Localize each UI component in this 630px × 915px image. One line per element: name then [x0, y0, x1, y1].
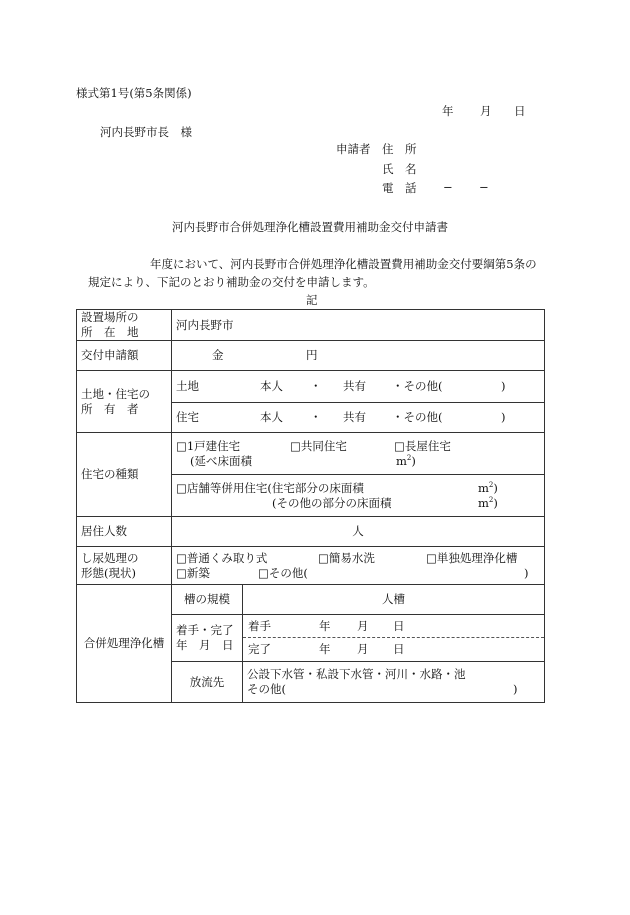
toilet-opt-new[interactable]: □新築 [176, 565, 210, 580]
tank-period-values[interactable] [243, 615, 545, 662]
shop-area-sq: 2 [488, 480, 494, 489]
addressee: 河内長野市長 様 [100, 125, 192, 139]
tank-discharge-close: ) [513, 682, 518, 696]
owner-house-shared[interactable]: 共有 [343, 410, 366, 424]
tank-discharge-label: 放流先 [172, 662, 243, 703]
other-area-label: (その他の部分の床面積 [272, 495, 392, 510]
tank-discharge-other[interactable]: その他( [247, 682, 286, 696]
address-label: 住 所 [382, 142, 417, 156]
other-area-sq: 2 [488, 495, 494, 504]
owner-house-options[interactable] [172, 403, 545, 433]
date-day-label: 日 [514, 104, 526, 118]
amount-value[interactable] [172, 341, 545, 371]
owner-land-close: ) [501, 379, 506, 393]
amount-label: 交付申請額 [77, 341, 172, 371]
toilet-opt-close: ) [524, 565, 529, 580]
house-type-options-2[interactable] [172, 475, 545, 517]
body-line-1: 年度において、河内長野市合併処理浄化槽設置費用補助金交付要綱第5条の [150, 257, 537, 271]
house-type-row-house[interactable]: □長屋住宅 [394, 438, 451, 453]
floor-area-m: m [396, 453, 407, 468]
toilet-opt-kumitori[interactable]: □普通くみ取り式 [176, 550, 268, 565]
other-area-m: m [478, 495, 489, 510]
row-location [77, 310, 545, 341]
body-line-2: 規定により、下記のとおり補助金の交付を申請します。 [88, 275, 375, 289]
toilet-label [77, 547, 172, 585]
date-year-label: 年 [442, 104, 454, 118]
tank-period-label [172, 615, 243, 662]
owner-land-shared[interactable]: 共有 [343, 379, 366, 393]
floor-area-close: ) [411, 453, 416, 468]
toilet-opt-other[interactable]: □その他( [258, 565, 308, 580]
other-area-unit [478, 496, 498, 511]
applicant-label: 申請者 [336, 142, 371, 156]
residents-value[interactable] [172, 517, 545, 547]
tank-end-year: 年 [319, 642, 331, 656]
owner-label-line2: 所 有 者 [81, 401, 139, 416]
row-residents [77, 517, 545, 547]
tank-end-row[interactable] [243, 638, 544, 661]
toilet-label-line1: し尿処理の [81, 550, 139, 565]
row-owner-land [77, 371, 545, 403]
owner-house-label: 住宅 [176, 410, 199, 424]
tank-end-label: 完了 [248, 642, 271, 656]
toilet-opt-tandoku[interactable]: □単独処理浄化槽 [426, 550, 518, 565]
shop-area-unit [478, 481, 498, 496]
shop-area-close: ) [493, 480, 498, 495]
house-type-options-1[interactable] [172, 433, 545, 475]
location-label-line2: 所 在 地 [81, 325, 139, 339]
row-tank-scale [77, 585, 545, 615]
floor-area-unit [396, 454, 416, 469]
owner-land-label: 土地 [176, 379, 199, 393]
phone-label: 電 話 [382, 181, 417, 195]
amount-kin: 金 [212, 348, 224, 362]
date-month-label: 月 [480, 104, 492, 118]
shop-area-m: m [478, 480, 489, 495]
amount-yen: 円 [306, 348, 318, 362]
owner-land-dot: ・ [310, 379, 322, 393]
form-number: 様式第1号(第5条関係) [76, 86, 192, 100]
name-label: 氏 名 [382, 162, 417, 176]
tank-start-month: 月 [357, 619, 369, 633]
house-type-label: 住宅の種類 [77, 433, 172, 517]
tank-start-label: 着手 [248, 619, 271, 633]
residents-unit: 人 [352, 524, 364, 538]
tank-start-year: 年 [319, 619, 331, 633]
house-type-shop[interactable]: □店舗等併用住宅(住宅部分の床面積 [176, 480, 364, 495]
location-city: 河内長野市 [176, 317, 234, 332]
tank-end-day: 日 [393, 642, 405, 656]
document-title: 河内長野市合併処理浄化槽設置費用補助金交付申請書 [172, 220, 448, 234]
owner-house-dot: ・ [310, 410, 322, 424]
tank-scale-label: 槽の規模 [172, 585, 243, 615]
owner-land-other[interactable]: ・その他( [392, 379, 443, 393]
phone-dash-2: − [479, 180, 489, 194]
house-type-detached[interactable]: □1戸建住宅 [176, 438, 241, 453]
ki-mark: 記 [306, 293, 318, 307]
tank-scale-value[interactable] [243, 585, 545, 615]
toilet-opt-simple-flush[interactable]: □簡易水洗 [318, 550, 375, 565]
location-label-line1: 設置場所の [81, 310, 139, 324]
owner-land-self[interactable]: 本人 [260, 379, 283, 393]
owner-label [77, 371, 172, 433]
owner-house-close: ) [501, 410, 506, 424]
floor-area-label: (延べ床面積 [190, 453, 252, 468]
owner-house-other[interactable]: ・その他( [392, 410, 443, 424]
row-amount [77, 341, 545, 371]
other-area-close: ) [493, 495, 498, 510]
owner-land-options[interactable] [172, 371, 545, 403]
tank-start-row[interactable] [243, 615, 544, 638]
phone-dash-1: − [443, 180, 453, 194]
floor-area-sq: 2 [406, 453, 412, 462]
toilet-options[interactable] [172, 547, 545, 585]
residents-label: 居住人数 [77, 517, 172, 547]
location-value[interactable] [172, 310, 545, 341]
location-label [77, 310, 172, 341]
tank-period-label-line2: 年 月 日 [176, 638, 234, 652]
tank-start-day: 日 [393, 619, 405, 633]
row-house-type-1 [77, 433, 545, 475]
tank-scale-unit: 人槽 [382, 592, 405, 606]
tank-discharge-list[interactable]: 公設下水管・私設下水管・河川・水路・池 [247, 667, 466, 681]
tank-label: 合併処理浄化槽 [77, 585, 172, 703]
tank-period-label-line1: 着手・完了 [176, 623, 234, 637]
owner-house-self[interactable]: 本人 [260, 410, 283, 424]
tank-discharge-options[interactable] [243, 662, 545, 703]
house-type-shared[interactable]: □共同住宅 [290, 438, 347, 453]
tank-end-month: 月 [357, 642, 369, 656]
toilet-label-line2: 形態(現状) [81, 565, 136, 580]
application-table [76, 309, 545, 703]
owner-label-line1: 土地・住宅の [81, 386, 150, 401]
row-toilet [77, 547, 545, 585]
